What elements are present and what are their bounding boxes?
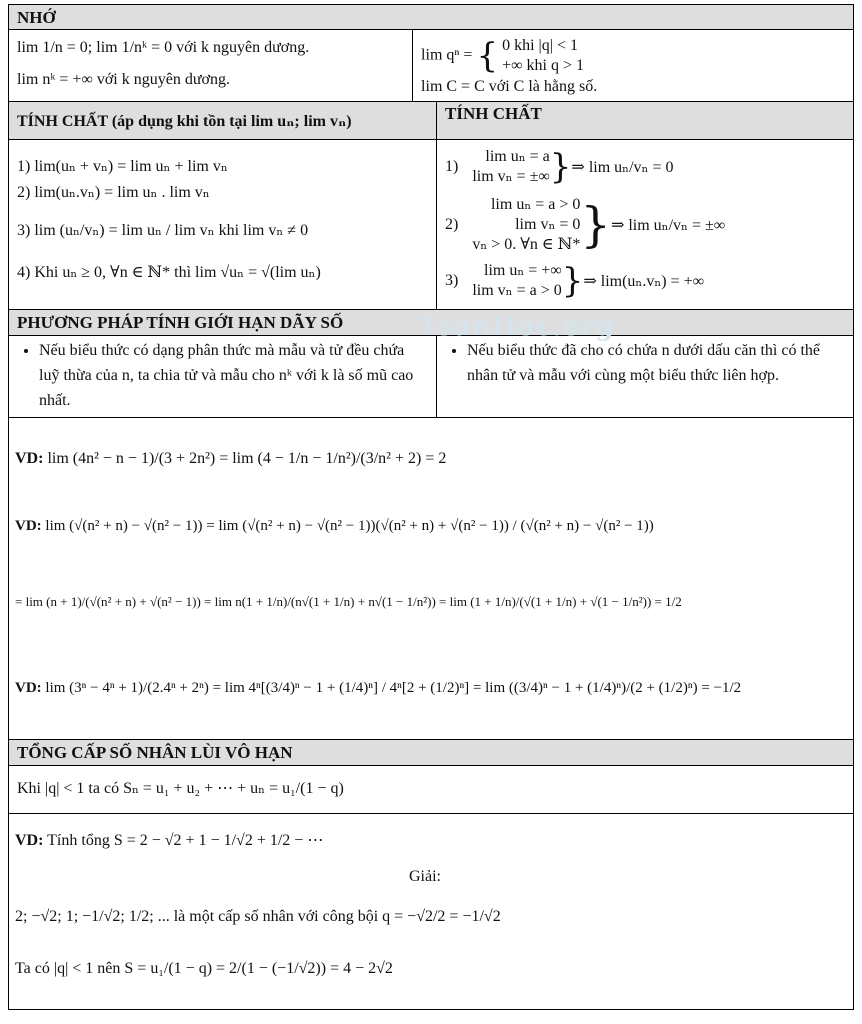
document-sheet (8, 4, 854, 1010)
left-brace-icon: { (476, 36, 499, 76)
geometric-example-statement: VD: Tính tổng S = 2 − √2 + 1 − 1/√2 + 1/2 − ⋯ (15, 832, 324, 849)
remember-right (412, 30, 853, 101)
section-geometric-series-title: TỔNG CẤP SỐ NHÂN LÙI VÔ HẠN (17, 743, 293, 762)
properties-right (436, 140, 853, 309)
method-right (436, 336, 853, 417)
properties-left (9, 140, 436, 309)
property-sqrt: 4) Khi uₙ ≥ 0, ∀n ∈ ℕ* thì lim √uₙ = √(lim uₙ) (17, 264, 321, 281)
property-rule-2: 2) lim uₙ = a > 0 lim vₙ = 0 vₙ > 0. ∀n ∈ ℕ* } ⇒ lim uₙ/vₙ = ±∞ (444, 196, 726, 253)
method-fraction-tip: • Nếu biểu thức có dạng phân thức mà mẫu và tử đều chứa luỹ thừa của n, ta chia tử và mẫu cho nᵏ với k là số mũ cao nhất. (39, 338, 428, 413)
property-product: 2) lim(uₙ.vₙ) = lim uₙ . lim vₙ (17, 184, 210, 201)
solution-step-1: 2; −√2; 1; −1/√2; 1/2; ... là một cấp số nhân với công bội q = −√2/2 = −1/√2 (15, 908, 501, 925)
section-geometric-example (8, 814, 854, 1010)
property-quotient: 3) lim (uₙ/vₙ) = lim uₙ / lim vₙ khi lim vₙ ≠ 0 (17, 222, 309, 239)
example-1: VD: lim (4n² − n − 1)/(3 + 2n²) = lim (4 − 1/n − 1/n²)/(3/n² + 2) = 2 (15, 450, 447, 467)
right-brace-icon: } (561, 261, 584, 301)
remember-left (9, 30, 412, 101)
section-remember-header (8, 4, 854, 30)
right-brace-icon: } (580, 197, 611, 253)
property-rule-3: 3) lim uₙ = +∞ lim vₙ = a > 0 } ⇒ lim(uₙ.vₙ) = +∞ (444, 261, 705, 301)
remember-limit-constant: lim C = C với C là hằng số. (421, 78, 598, 95)
properties-left-title: TÍNH CHẤT (áp dụng khi tồn tại lim uₙ; lim vₙ) (17, 113, 352, 130)
remember-limit-geometric: lim qⁿ = { 0 khi |q| < 1 +∞ khi q > 1 (421, 36, 584, 76)
watermark: ToanHoc.org (418, 312, 615, 342)
right-brace-icon: } (549, 147, 572, 187)
method-left (9, 336, 436, 417)
solution-heading: Giải: (409, 868, 441, 885)
section-properties-body (8, 140, 854, 310)
method-conjugate-tip: • Nếu biểu thức đã cho có chứa n dưới dấu căn thì có thể nhân tử và mẫu với cùng một biểu thức liên hợp. (467, 338, 845, 388)
remember-limit-reciprocal: lim 1/n = 0; lim 1/nᵏ = 0 với k nguyên dương. (17, 39, 310, 56)
properties-right-title: TÍNH CHẤT (436, 102, 853, 139)
property-sum: 1) lim(uₙ + vₙ) = lim uₙ + lim vₙ (17, 158, 228, 175)
property-rule-1: 1) lim uₙ = a lim vₙ = ±∞ } ⇒ lim uₙ/vₙ = 0 (444, 147, 674, 187)
example-2-line-2: = lim (n + 1)/(√(n² + n) + √(n² − 1)) = lim n(1 + 1/n)/(n√(1 + 1/n) + n√(1 − 1/n²)) = lim (1 + 1/n)/(√(1 + 1/n) + √(1 − 1/n²)) = 1/2 (15, 594, 682, 609)
section-remember-body (8, 30, 854, 102)
section-method-header (8, 310, 854, 336)
geometric-series-formula: Khi |q| < 1 ta có Sₙ = u₁ + u₂ + ⋯ + uₙ = u₁/(1 − q) (8, 766, 854, 814)
section-examples (8, 418, 854, 740)
example-2-line-1: VD: lim (√(n² + n) − √(n² − 1)) = lim (√(n² + n) − √(n² − 1))(√(n² + n) + √(n² − 1)) / (√(n² + n) − √(n² − 1)) (15, 518, 654, 534)
remember-limit-power: lim nᵏ = +∞ với k nguyên dương. (17, 71, 230, 88)
section-method-body (8, 336, 854, 418)
section-remember-title: NHỚ (17, 8, 56, 27)
solution-step-2: Ta có |q| < 1 nên S = u₁/(1 − q) = 2/(1 − (−1/√2)) = 4 − 2√2 (15, 960, 393, 977)
section-properties-header (8, 102, 854, 140)
section-geometric-series-header (8, 740, 854, 766)
section-method-title: PHƯƠNG PHÁP TÍNH GIỚI HẠN DÃY SỐ (17, 313, 344, 332)
example-3: VD: lim (3ⁿ − 4ⁿ + 1)/(2.4ⁿ + 2ⁿ) = lim 4ⁿ[(3/4)ⁿ − 1 + (1/4)ⁿ] / 4ⁿ[2 + (1/2)ⁿ] = lim ((3/4)ⁿ − 1 + (1/4)ⁿ)/(2 + (1/2)ⁿ) = −1/2 (15, 680, 742, 696)
